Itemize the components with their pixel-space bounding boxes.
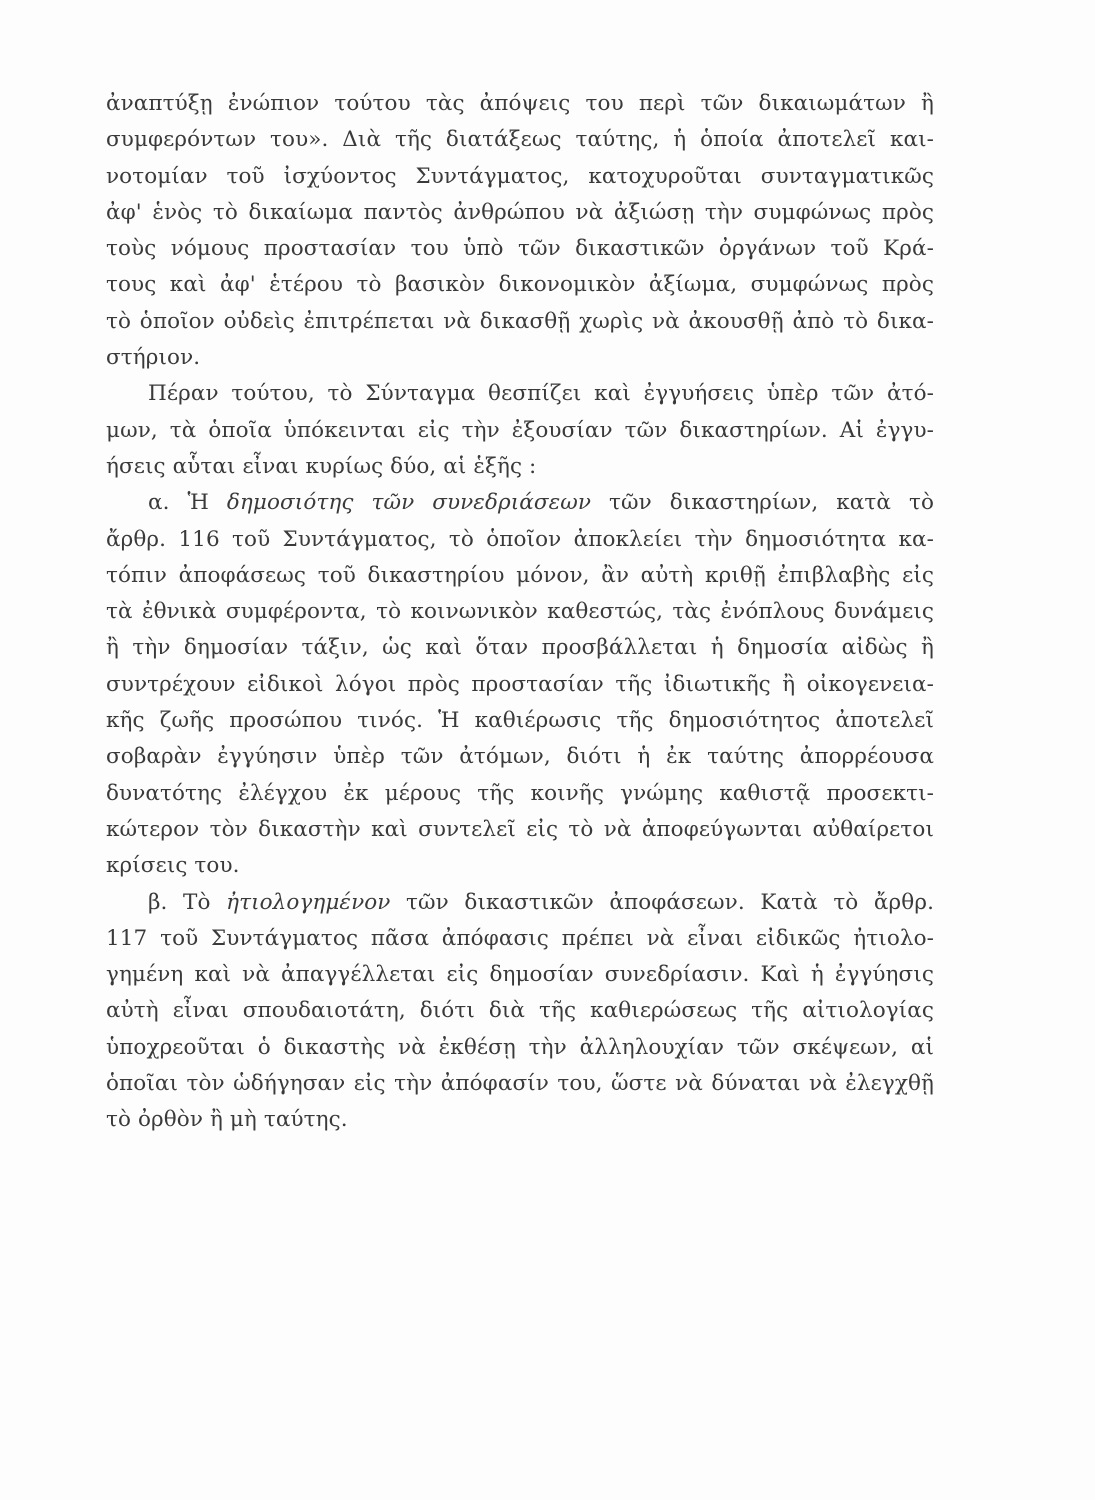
body-text: [106, 86, 934, 1139]
text-line: ὑποχρεοῦται ὁ δικαστὴς νὰ ἐκθέσῃ τὴν ἀλληλουχίαν τῶν σκέψεων, αἱ: [106, 1034, 934, 1060]
text-line: στήριον.: [106, 345, 201, 371]
text-line: τους καὶ ἀφ' ἑτέρου τὸ βασικὸν δικονομικὸν ἀξίωμα, συμφώνως πρὸς: [106, 272, 934, 298]
text-line: ἀναπτύξῃ ἐνώπιον τούτου τὰς ἀπόψεις του περὶ τῶν δικαιωμάτων ἢ: [106, 91, 934, 116]
item-a-rest: τῶν δικαστηρίων, κατὰ τὸ: [609, 490, 934, 516]
text-line: συμφερόντων του». Διὰ τῆς διατάξεως ταύτης, ἡ ὁποία ἀποτελεῖ και-: [106, 127, 934, 153]
text-line: τόπιν ἀποφάσεως τοῦ δικαστηρίου μόνον, ἂν αὐτὴ κριθῇ ἐπιβλαβὴς εἰς: [106, 562, 934, 588]
text-line: Πέραν τούτου, τὸ Σύνταγμα θεσπίζει καὶ ἐγγυήσεις ὑπὲρ τῶν ἀτό-: [148, 381, 934, 407]
text-line: ἀφ' ἑνὸς τὸ δικαίωμα παντὸς ἀνθρώπου νὰ ἀξιώσῃ τὴν συμφώνως πρὸς: [106, 199, 934, 225]
text-line: αὐτὴ εἶναι σπουδαιοτάτη, διότι διὰ τῆς καθιερώσεως τῆς αἰτιολογίας: [106, 998, 934, 1024]
text-line: τὸ ὁποῖον οὐδεὶς ἐπιτρέπεται νὰ δικασθῇ χωρὶς νὰ ἀκουσθῇ ἀπὸ τὸ δικα-: [106, 308, 934, 334]
text-line: τὰ ἐθνικὰ συμφέροντα, τὸ κοινωνικὸν καθεστώς, τὰς ἐνόπλους δυνάμεις: [106, 599, 934, 625]
text-line: κῆς ζωῆς προσώπου τινός. Ἡ καθιέρωσις τῆς δημοσιότητος ἀποτελεῖ: [106, 708, 934, 734]
text-line: γημένη καὶ νὰ ἀπαγγέλλεται εἰς δημοσίαν συνεδρίασιν. Καὶ ἡ ἐγγύησις: [106, 962, 934, 988]
item-a-italic: δημοσιότης τῶν συνεδριάσεων: [226, 490, 592, 516]
text-line: ήσεις αὗται εἶναι κυρίως δύο, αἱ ἑξῆς :: [106, 453, 537, 479]
text-line: μων, τὰ ὁποῖα ὑπόκεινται εἰς τὴν ἐξουσίαν τῶν δικαστηρίων. Αἱ ἐγγυ-: [106, 417, 934, 443]
text-line: συντρέχουν εἰδικοὶ λόγοι πρὸς προστασίαν τῆς ἰδιωτικῆς ἢ οἰκογενεια-: [106, 671, 934, 697]
item-b-rest: τῶν δικαστικῶν ἀποφάσεων. Κατὰ τὸ ἄρθρ.: [406, 889, 935, 915]
text-line: τοὺς νόμους προστασίαν του ὑπὸ τῶν δικαστικῶν ὀργάνων τοῦ Κρά-: [106, 236, 934, 262]
text-line: τὸ ὀρθὸν ἢ μὴ ταύτης.: [106, 1107, 348, 1133]
text-line: ὁποῖαι τὸν ὡδήγησαν εἰς τὴν ἀπόφασίν του, ὥστε νὰ δύναται νὰ ἐλεγχθῇ: [106, 1071, 934, 1097]
text-line: νοτομίαν τοῦ ἰσχύοντος Συντάγματος, κατοχυροῦται συνταγματικῶς: [106, 163, 934, 189]
text-line: δυνατότης ἐλέγχου ἐκ μέρους τῆς κοινῆς γνώμης καθιστᾷ προσεκτι-: [106, 780, 934, 806]
text-line: κρίσεις του.: [106, 853, 240, 879]
text-line: κώτερον τὸν δικαστὴν καὶ συντελεῖ εἰς τὸ νὰ ἀποφεύγωνται αὐθαίρετοι: [106, 816, 934, 842]
text-line: ἢ τὴν δημοσίαν τάξιν, ὡς καὶ ὅταν προσβάλλεται ἡ δημοσία αἰδὼς ἢ: [106, 635, 934, 661]
text-line: 117 τοῦ Συντάγματος πᾶσα ἀπόφασις πρέπει νὰ εἶναι εἰδικῶς ἠτιολο-: [106, 925, 934, 951]
item-a-heading: [106, 485, 934, 521]
item-b-italic: ἠτιολογημένον: [226, 889, 391, 915]
text-line: σοβαρὰν ἐγγύησιν ὑπὲρ τῶν ἀτόμων, διότι ἡ ἐκ ταύτης ἀπορρέουσα: [106, 744, 934, 770]
item-b-label: β. Τὸ: [148, 889, 211, 915]
text-line: ἄρθρ. 116 τοῦ Συντάγματος, τὸ ὁποῖον ἀποκλείει τὴν δημοσιότητα κα-: [106, 526, 934, 552]
item-a-label: α. Ἡ: [148, 490, 209, 516]
item-b-heading: [106, 885, 934, 921]
